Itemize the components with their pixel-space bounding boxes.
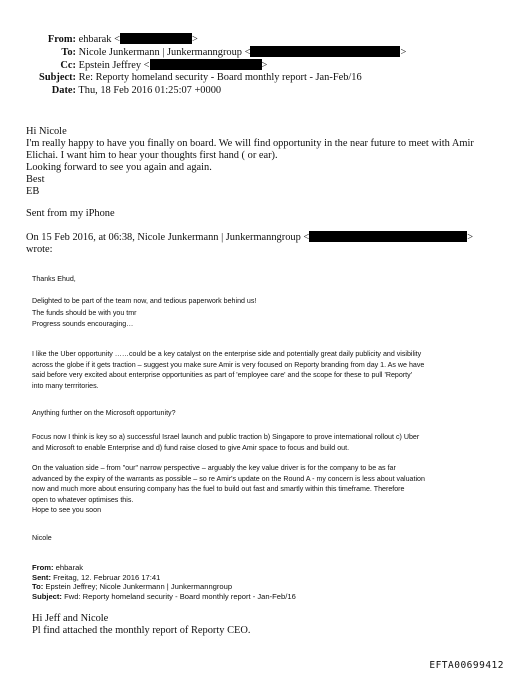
header-subject-row bbox=[0, 72, 406, 84]
quoted-line: said before very excited about enterprise opportunities as part of 'employee care' and the scope for these to pull 'Reporty' bbox=[32, 371, 413, 380]
forward-line: Pl find attached the monthly report of Reporty CEO. bbox=[32, 625, 251, 636]
cc-close: > bbox=[261, 60, 268, 71]
to-value: Nicole Junkermann | Junkermanngroup < bbox=[78, 47, 251, 58]
quote-intro-wrote: wrote: bbox=[26, 244, 53, 255]
quoted-line: and Microsoft to enable Enterprise and d) fund raise closed to give Amir space to focus and build out. bbox=[32, 443, 350, 452]
cc-value: Epstein Jeffrey < bbox=[78, 60, 150, 71]
forward-to-value: Epstein Jeffrey; Nicole Junkermann | Junkermanngroup bbox=[45, 582, 233, 591]
reply-body bbox=[26, 126, 474, 198]
subject-label: Subject: bbox=[39, 72, 76, 83]
to-close: > bbox=[400, 47, 407, 58]
redaction-block bbox=[309, 231, 467, 242]
forward-subject-value: Fwd: Reporty homeland security - Board monthly report - Jan-Feb/16 bbox=[64, 591, 296, 601]
quoted-paragraph-5 bbox=[32, 463, 425, 516]
quoted-line: open to whatever optimises this. bbox=[32, 495, 134, 504]
forward-header bbox=[32, 563, 296, 601]
from-label: From: bbox=[47, 34, 76, 45]
quoted-line: Hope to see you soon bbox=[32, 506, 102, 515]
redaction-block bbox=[150, 59, 262, 70]
document-id: EFTA00699412 bbox=[429, 660, 504, 671]
header-to-row bbox=[0, 46, 406, 58]
forward-subject-label: Subject: bbox=[32, 591, 62, 601]
quoted-line: Focus now I think is key so a) successful Israel launch and public traction b) Singapore to prove international rollout c) Uber bbox=[32, 433, 420, 441]
forward-to-label: To: bbox=[32, 582, 44, 591]
forward-from-row bbox=[32, 563, 296, 573]
reply-line: I'm really happy to have you finally on board. We will find opportunity in the near future to meet with Amir bbox=[26, 138, 474, 149]
forward-sent-value: Freitag, 12. Februar 2016 17:41 bbox=[53, 572, 161, 582]
quoted-line: I like the Uber opportunity ……could be a key catalyst on the enterprise side and potentially great daily publicity and visibility bbox=[32, 350, 422, 358]
signature-line: Sent from my iPhone bbox=[26, 208, 115, 219]
quoted-paragraph-4 bbox=[32, 432, 419, 453]
quote-intro bbox=[26, 231, 473, 256]
forward-subject-row bbox=[32, 592, 296, 602]
to-label: To: bbox=[61, 47, 76, 58]
header-from-row bbox=[0, 33, 406, 45]
redaction-block bbox=[120, 33, 192, 44]
forward-sent-label: Sent: bbox=[32, 572, 51, 582]
date-label: Date: bbox=[51, 85, 76, 96]
quoted-sign: Nicole bbox=[32, 534, 52, 542]
quoted-paragraph-1 bbox=[32, 296, 256, 330]
reply-line: Hi Nicole bbox=[26, 126, 67, 137]
reply-line: Elichai. I want him to hear your thoughts first hand ( or ear). bbox=[26, 150, 278, 161]
from-value: ehbarak < bbox=[78, 34, 120, 45]
cc-label: Cc: bbox=[60, 60, 76, 71]
reply-line: EB bbox=[26, 186, 40, 197]
forward-line: Hi Jeff and Nicole bbox=[32, 613, 109, 624]
quoted-line: across the globe if it gets traction – suggest you make sure Amir is very focused on Reporty branding from day 1. As we have bbox=[32, 360, 425, 369]
date-value: Thu, 18 Feb 2016 01:25:07 +0000 bbox=[78, 85, 222, 96]
reply-line: Best bbox=[26, 174, 45, 185]
header-cc-row bbox=[0, 59, 406, 71]
from-close: > bbox=[191, 34, 198, 45]
email-header bbox=[0, 33, 406, 97]
quote-intro-close: > bbox=[467, 232, 474, 243]
forward-sent-row bbox=[32, 573, 296, 583]
subject-value: Re: Reporty homeland security - Board monthly report - Jan-Feb/16 bbox=[78, 72, 362, 83]
forward-body bbox=[32, 613, 250, 637]
quote-intro-text: On 15 Feb 2016, at 06:38, Nicole Junkermann | Junkermanngroup < bbox=[26, 232, 310, 243]
quoted-line: Progress sounds encouraging… bbox=[32, 320, 134, 329]
header-date-row bbox=[0, 85, 406, 97]
forward-from-label: From: bbox=[32, 563, 54, 572]
quoted-paragraph-3: Anything further on the Microsoft opportunity? bbox=[32, 409, 176, 417]
quoted-line: On the valuation side – from "our" narrow perspective – arguably the key value driver is for the company to be as far bbox=[32, 464, 396, 472]
quoted-paragraph-2 bbox=[32, 349, 424, 391]
quote-intro-line bbox=[26, 231, 473, 243]
redaction-block bbox=[250, 46, 400, 57]
forward-to-row bbox=[32, 582, 296, 592]
reply-line: Looking forward to see you again and again. bbox=[26, 162, 212, 173]
quoted-line: advanced by the expiry of the warrants as possible – so re Amir's update on the Round A - my concern is less about valuation bbox=[32, 474, 425, 483]
quoted-line: The funds should be with you tmr bbox=[32, 308, 137, 317]
forward-from-value: ehbarak bbox=[55, 563, 84, 572]
quoted-line: now and much more about ensuring company has the fuel to build out fast and smartly within this timeframe. Therefore bbox=[32, 485, 405, 494]
quoted-greeting: Thanks Ehud, bbox=[32, 275, 76, 283]
quoted-line: into many terrritories. bbox=[32, 381, 99, 390]
quoted-line: Delighted to be part of the team now, and tedious paperwork behind us! bbox=[32, 297, 257, 305]
